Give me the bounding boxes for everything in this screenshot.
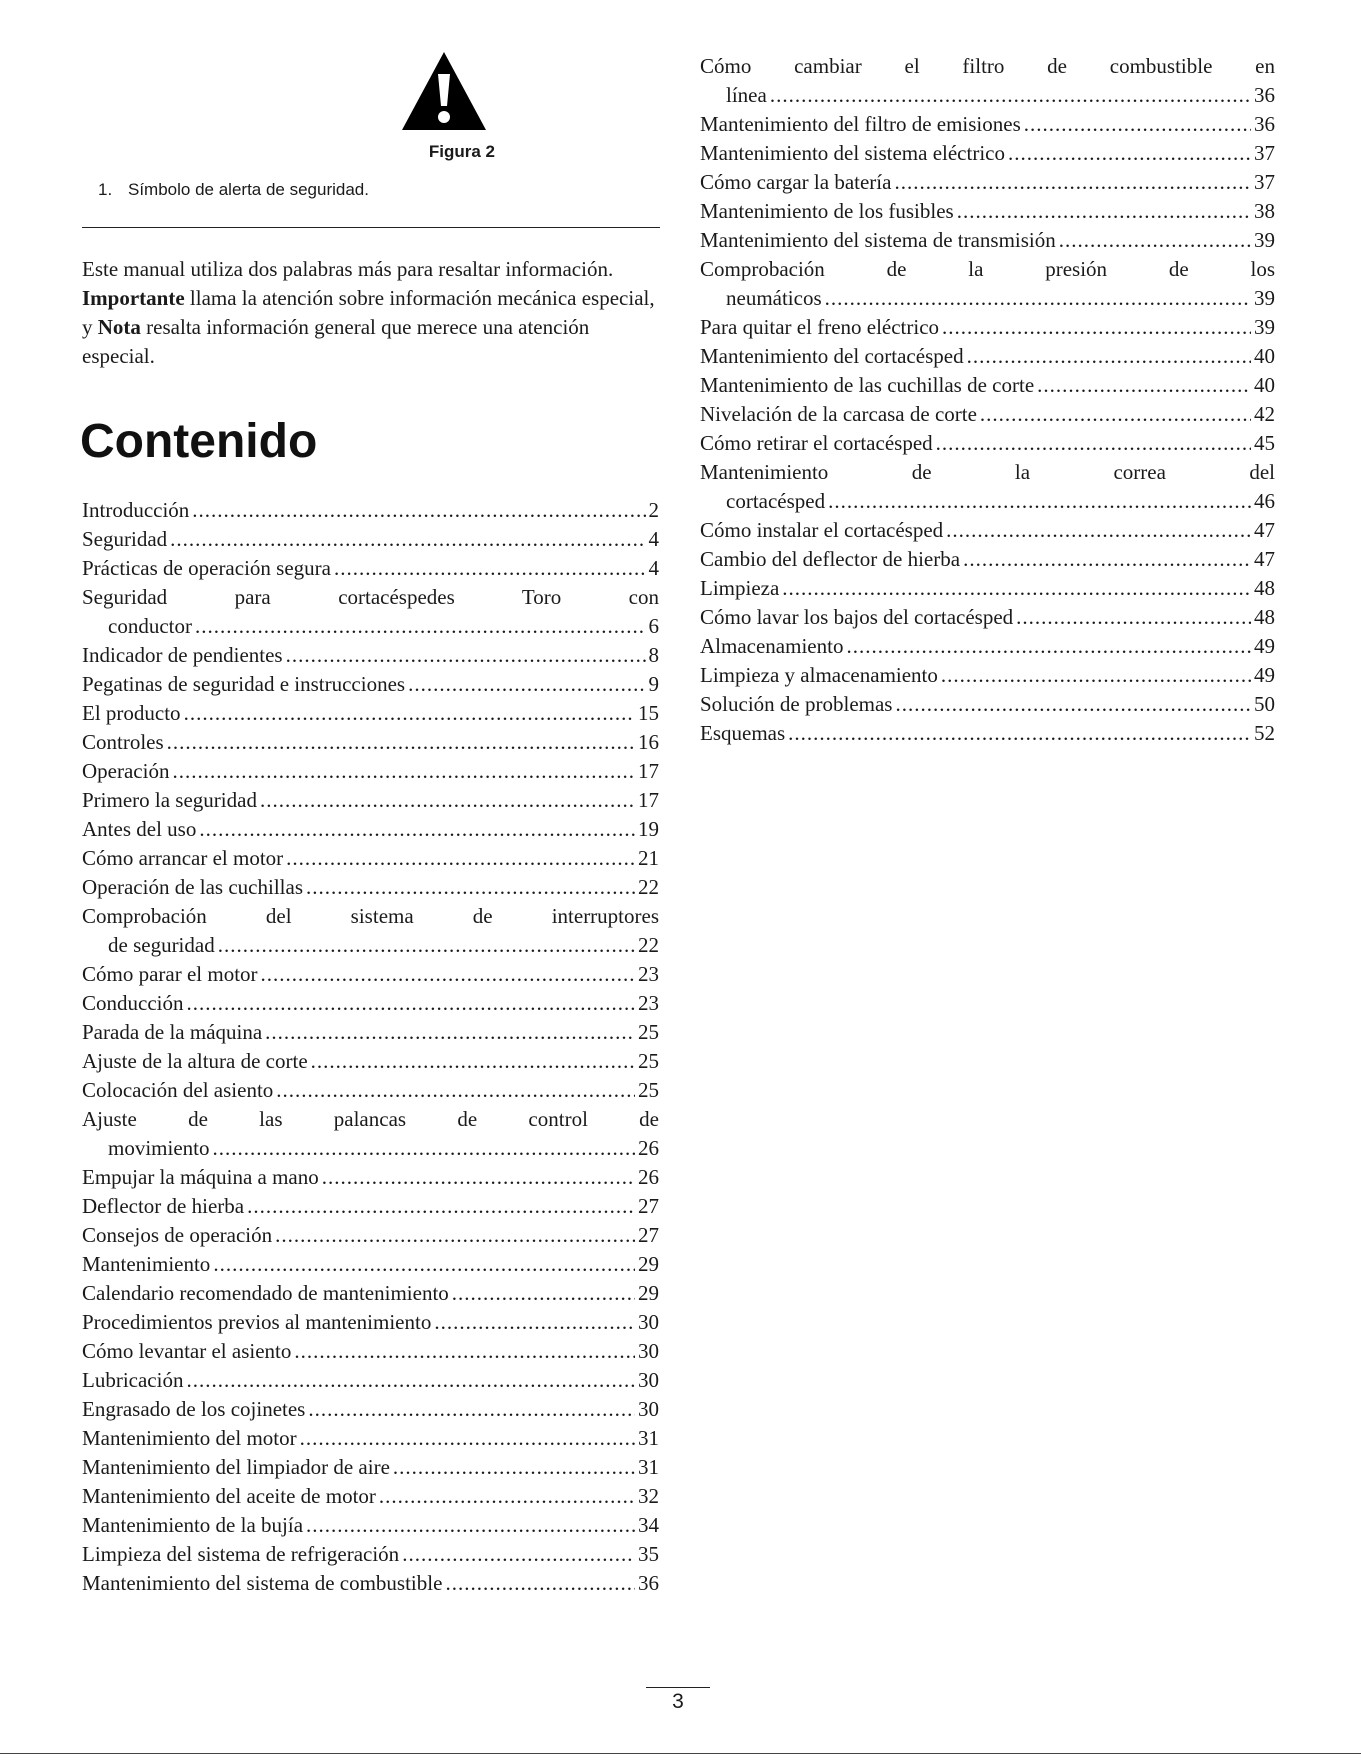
page-bottom-border [0, 1753, 1361, 1754]
toc-entry-page: 30 [638, 1310, 659, 1334]
toc-entry-title: Procedimientos previos al mantenimiento [82, 1310, 432, 1334]
toc-entry[interactable] [700, 197, 1275, 226]
toc-leader-dots [895, 690, 1251, 719]
figure-caption [98, 180, 369, 200]
toc-leader-dots [322, 1163, 635, 1192]
toc-entry-title: Primero la seguridad [82, 788, 257, 812]
toc-leader-dots [967, 342, 1251, 371]
toc-entry-page: 45 [1254, 431, 1275, 455]
toc-entry-title: Cómo instalar el cortacésped [700, 518, 944, 542]
toc-entry[interactable] [82, 1192, 659, 1221]
toc-entry-page: 2 [648, 498, 659, 522]
toc-entry-title: Solución de problemas [700, 692, 893, 716]
toc-entry-title: Engrasado de los cojinetes [82, 1397, 306, 1421]
toc-entry[interactable] [82, 1221, 659, 1250]
toc-entry-title: Introducción [82, 498, 190, 522]
toc-entry-title: Consejos de operación [82, 1223, 273, 1247]
toc-entry-title: Almacenamiento [700, 634, 844, 658]
toc-entry-title: Comprobación de la presión de los [700, 257, 1275, 281]
toc-entry-title: Lubricación [82, 1368, 184, 1392]
toc-entry-title: Nivelación de la carcasa de corte [700, 402, 977, 426]
footer-rule [646, 1687, 710, 1688]
toc-entry[interactable] [700, 110, 1275, 139]
toc-entry-page: 52 [1254, 721, 1275, 745]
toc-leader-dots [300, 1424, 635, 1453]
toc-entry[interactable] [82, 786, 659, 815]
toc-entry-title: Mantenimiento de las cuchillas de corte [700, 373, 1035, 397]
toc-entry-title: Mantenimiento de la bujía [82, 1513, 304, 1537]
toc-entry-title-cont: movimiento [108, 1136, 210, 1160]
toc-leader-dots [828, 487, 1251, 516]
toc-entry-page: 39 [1254, 315, 1275, 339]
toc-entry-page: 37 [1254, 141, 1275, 165]
toc-entry-title-cont: línea [726, 83, 767, 107]
toc-entry[interactable] [700, 400, 1275, 429]
toc-entry[interactable] [82, 1279, 659, 1308]
toc-entry-title: Cómo cambiar el filtro de combustible en [700, 54, 1275, 78]
toc-entry[interactable] [82, 873, 659, 902]
toc-entry-title: Mantenimiento del sistema eléctrico [700, 141, 1005, 165]
toc-leader-dots [825, 284, 1251, 313]
toc-leader-dots [1059, 226, 1251, 255]
toc-entry[interactable] [700, 632, 1275, 661]
toc-entry-title: Antes del uso [82, 817, 197, 841]
toc-leader-dots [788, 719, 1251, 748]
toc-entry-page: 25 [638, 1049, 659, 1073]
toc-entry[interactable] [700, 342, 1275, 371]
toc-entry-title: Mantenimiento del aceite de motor [82, 1484, 376, 1508]
toc-entry-page: 31 [638, 1426, 659, 1450]
toc-right-column [700, 52, 1275, 748]
toc-entry-page: 6 [648, 614, 659, 638]
toc-entry-page: 26 [638, 1136, 659, 1160]
toc-entry[interactable] [82, 1540, 659, 1569]
toc-entry-page: 30 [638, 1339, 659, 1363]
toc-entry-title: Cómo parar el motor [82, 962, 258, 986]
toc-entry-title: Seguridad [82, 527, 168, 551]
toc-entry[interactable] [700, 603, 1275, 632]
toc-entry[interactable] [82, 670, 659, 699]
toc-entry-page: 31 [638, 1455, 659, 1479]
page-number: 3 [672, 1690, 684, 1713]
toc-leader-dots [408, 670, 645, 699]
toc-leader-dots [846, 632, 1251, 661]
toc-leader-dots [186, 989, 635, 1018]
toc-leader-dots [213, 1250, 635, 1279]
toc-entry-page: 21 [638, 846, 659, 870]
toc-entry[interactable] [700, 719, 1275, 748]
toc-entry[interactable] [82, 1453, 659, 1482]
toc-leader-dots [213, 1134, 636, 1163]
toc-leader-dots [260, 786, 635, 815]
toc-leader-dots [782, 574, 1251, 603]
toc-leader-dots [199, 815, 635, 844]
toc-leader-dots [286, 844, 635, 873]
toc-entry-title-cont: cortacésped [726, 489, 826, 513]
toc-entry-title: Conducción [82, 991, 184, 1015]
toc-leader-dots [247, 1192, 635, 1221]
caption-number: 1. [98, 180, 113, 199]
toc-entry[interactable] [82, 583, 659, 641]
toc-entry-title: Cómo retirar el cortacésped [700, 431, 933, 455]
toc-entry[interactable] [700, 690, 1275, 719]
toc-entry-page: 35 [638, 1542, 659, 1566]
toc-entry-page: 23 [638, 962, 659, 986]
toc-entry-page: 22 [638, 875, 659, 899]
toc-leader-dots [402, 1540, 635, 1569]
toc-entry-page: 47 [1254, 547, 1275, 571]
toc-entry-title: Mantenimiento del sistema de combustible [82, 1571, 443, 1595]
toc-entry-page: 22 [638, 933, 659, 957]
toc-entry-page: 32 [638, 1484, 659, 1508]
toc-entry[interactable] [700, 313, 1275, 342]
toc-entry-title: Operación [82, 759, 170, 783]
toc-entry-title: Cambio del deflector de hierba [700, 547, 961, 571]
toc-entry-title: Mantenimiento [82, 1252, 211, 1276]
toc-entry-title: Empujar la máquina a mano [82, 1165, 319, 1189]
toc-entry[interactable] [82, 1366, 659, 1395]
toc-entry-title: Colocación del asiento [82, 1078, 274, 1102]
toc-entry[interactable] [700, 371, 1275, 400]
toc-entry-page: 30 [638, 1397, 659, 1421]
toc-entry-page: 15 [638, 701, 659, 725]
toc-leader-dots [980, 400, 1251, 429]
toc-leader-dots [1037, 371, 1251, 400]
toc-entry-title: Mantenimiento del limpiador de aire [82, 1455, 390, 1479]
toc-entry-page: 9 [648, 672, 659, 696]
intro-text-2: llama la atención sobre información mecánica especial, y [82, 286, 655, 339]
toc-entry[interactable] [82, 1424, 659, 1453]
toc-entry-title-cont: de seguridad [108, 933, 215, 957]
toc-entry-title: Ajuste de la altura de corte [82, 1049, 308, 1073]
toc-leader-dots [192, 496, 645, 525]
toc-leader-dots [308, 1395, 635, 1424]
toc-entry-title: Prácticas de operación segura [82, 556, 331, 580]
toc-entry[interactable] [700, 139, 1275, 168]
toc-entry-page: 25 [638, 1020, 659, 1044]
toc-leader-dots [946, 516, 1251, 545]
toc-entry[interactable] [700, 545, 1275, 574]
toc-entry[interactable] [82, 641, 659, 670]
toc-entry-title: El producto [82, 701, 181, 725]
toc-leader-dots [941, 661, 1251, 690]
toc-entry[interactable] [82, 1395, 659, 1424]
intro-paragraph [82, 255, 662, 371]
toc-entry-page: 37 [1254, 170, 1275, 194]
toc-entry[interactable] [700, 168, 1275, 197]
figure-label: Figura 2 [428, 142, 495, 161]
toc-entry[interactable] [82, 554, 659, 583]
toc-entry-page: 27 [638, 1223, 659, 1247]
toc-entry-title: Deflector de hierba [82, 1194, 245, 1218]
toc-entry-page: 34 [638, 1513, 659, 1537]
toc-entry-page: 29 [638, 1281, 659, 1305]
intro-bold-importante: Importante [82, 286, 185, 310]
caption-text: Símbolo de alerta de seguridad. [128, 180, 369, 199]
toc-entry-title: Cómo lavar los bajos del cortacésped [700, 605, 1014, 629]
toc-entry[interactable] [82, 1105, 659, 1163]
toc-leader-dots [218, 931, 635, 960]
toc-entry[interactable] [82, 1337, 659, 1366]
toc-entry[interactable] [82, 1163, 659, 1192]
toc-entry-title: Controles [82, 730, 164, 754]
toc-entry[interactable] [82, 844, 659, 873]
toc-entry-page: 38 [1254, 199, 1275, 223]
toc-entry-page: 8 [648, 643, 659, 667]
toc-entry[interactable] [82, 902, 659, 960]
toc-entry[interactable] [700, 458, 1275, 516]
toc-entry-page: 26 [638, 1165, 659, 1189]
toc-leader-dots [261, 960, 635, 989]
toc-entry[interactable] [82, 525, 659, 554]
toc-leader-dots [184, 699, 635, 728]
toc-entry-title: Mantenimiento del motor [82, 1426, 297, 1450]
toc-entry-title: Seguridad para cortacéspedes Toro con [82, 585, 659, 609]
toc-entry[interactable] [82, 1018, 659, 1047]
toc-entry-title: Mantenimiento del sistema de transmisión [700, 228, 1056, 252]
toc-leader-dots [294, 1337, 635, 1366]
toc-entry[interactable] [82, 1076, 659, 1105]
toc-entry[interactable] [700, 661, 1275, 690]
toc-entry-page: 36 [638, 1571, 659, 1595]
toc-entry-page: 40 [1254, 373, 1275, 397]
toc-entry-page: 46 [1254, 489, 1275, 513]
intro-text-1: Este manual utiliza dos palabras más para resaltar información. [82, 257, 614, 281]
toc-leader-dots [379, 1482, 635, 1511]
warning-triangle-icon [400, 50, 488, 132]
toc-entry[interactable] [700, 516, 1275, 545]
toc-entry-page: 4 [648, 527, 659, 551]
toc-left-column [82, 496, 659, 1598]
toc-entry-title: Comprobación del sistema de interruptores [82, 904, 659, 928]
toc-leader-dots [1008, 139, 1251, 168]
contents-heading: Contenido [80, 415, 318, 468]
toc-entry[interactable] [82, 1511, 659, 1540]
toc-entry[interactable] [82, 1482, 659, 1511]
toc-entry-page: 16 [638, 730, 659, 754]
toc-entry-page: 49 [1254, 634, 1275, 658]
toc-entry[interactable] [82, 1308, 659, 1337]
toc-leader-dots [167, 728, 635, 757]
toc-leader-dots [172, 757, 635, 786]
toc-entry-title: Indicador de pendientes [82, 643, 283, 667]
toc-leader-dots [195, 612, 646, 641]
toc-leader-dots [311, 1047, 635, 1076]
toc-entry-title: Ajuste de las palancas de control de [82, 1107, 659, 1131]
toc-leader-dots [936, 429, 1251, 458]
toc-leader-dots [306, 873, 635, 902]
toc-leader-dots [963, 545, 1251, 574]
intro-text-3: resalta información general que merece una atención especial. [82, 315, 590, 368]
toc-leader-dots [275, 1221, 635, 1250]
toc-entry[interactable] [82, 815, 659, 844]
toc-leader-dots [393, 1453, 635, 1482]
toc-entry-page: 39 [1254, 228, 1275, 252]
toc-leader-dots [170, 525, 645, 554]
toc-leader-dots [452, 1279, 635, 1308]
toc-entry-page: 47 [1254, 518, 1275, 542]
toc-leader-dots [942, 313, 1251, 342]
toc-entry-title-cont: conductor [108, 614, 192, 638]
toc-entry-page: 29 [638, 1252, 659, 1276]
toc-leader-dots [1024, 110, 1251, 139]
toc-entry[interactable] [82, 960, 659, 989]
toc-entry-title: Para quitar el freno eléctrico [700, 315, 940, 339]
toc-entry[interactable] [82, 1250, 659, 1279]
toc-entry[interactable] [82, 1569, 659, 1598]
toc-leader-dots [894, 168, 1251, 197]
toc-entry-page: 39 [1254, 286, 1275, 310]
toc-entry[interactable] [700, 255, 1275, 313]
toc-entry-title: Cómo arrancar el motor [82, 846, 284, 870]
toc-entry-page: 36 [1254, 112, 1275, 136]
toc-leader-dots [186, 1366, 635, 1395]
toc-entry[interactable] [82, 728, 659, 757]
toc-entry-title: Operación de las cuchillas [82, 875, 303, 899]
toc-leader-dots [770, 81, 1251, 110]
toc-entry-title: Limpieza [700, 576, 780, 600]
toc-entry-page: 36 [1254, 83, 1275, 107]
toc-entry-title: Esquemas [700, 721, 786, 745]
toc-entry-title: Mantenimiento del cortacésped [700, 344, 964, 368]
toc-entry-title: Calendario recomendado de mantenimiento [82, 1281, 449, 1305]
toc-entry-title: Parada de la máquina [82, 1020, 263, 1044]
toc-entry-title: Limpieza del sistema de refrigeración [82, 1542, 400, 1566]
toc-entry[interactable] [82, 699, 659, 728]
toc-entry-page: 42 [1254, 402, 1275, 426]
toc-entry[interactable] [82, 757, 659, 786]
toc-entry-page: 17 [638, 759, 659, 783]
toc-entry-title: Cómo cargar la batería [700, 170, 892, 194]
toc-leader-dots [445, 1569, 635, 1598]
toc-leader-dots [434, 1308, 635, 1337]
intro-bold-nota: Nota [97, 315, 141, 339]
toc-entry-title-cont: neumáticos [726, 286, 822, 310]
toc-entry-page: 48 [1254, 605, 1275, 629]
toc-entry-page: 40 [1254, 344, 1275, 368]
toc-entry-page: 30 [638, 1368, 659, 1392]
toc-entry-title: Mantenimiento de los fusibles [700, 199, 954, 223]
toc-entry-page: 25 [638, 1078, 659, 1102]
toc-entry-title: Mantenimiento del filtro de emisiones [700, 112, 1021, 136]
toc-entry[interactable] [700, 52, 1275, 110]
toc-entry[interactable] [700, 429, 1275, 458]
toc-entry-page: 4 [648, 556, 659, 580]
toc-entry[interactable] [82, 496, 659, 525]
toc-entry-title: Pegatinas de seguridad e instrucciones [82, 672, 406, 696]
toc-entry-page: 27 [638, 1194, 659, 1218]
toc-entry-page: 49 [1254, 663, 1275, 687]
toc-entry-page: 23 [638, 991, 659, 1015]
toc-leader-dots [265, 1018, 635, 1047]
toc-entry-title: Cómo levantar el asiento [82, 1339, 292, 1363]
toc-entry[interactable] [82, 1047, 659, 1076]
toc-entry[interactable] [82, 989, 659, 1018]
toc-entry-page: 17 [638, 788, 659, 812]
toc-entry[interactable] [700, 574, 1275, 603]
section-divider [82, 227, 660, 228]
toc-leader-dots [1016, 603, 1251, 632]
toc-leader-dots [334, 554, 646, 583]
toc-entry-page: 48 [1254, 576, 1275, 600]
toc-leader-dots [276, 1076, 635, 1105]
toc-leader-dots [286, 641, 646, 670]
toc-entry-page: 19 [638, 817, 659, 841]
toc-entry-title: Limpieza y almacenamiento [700, 663, 938, 687]
toc-entry-title: Mantenimiento de la correa del [700, 460, 1275, 484]
toc-leader-dots [957, 197, 1251, 226]
toc-entry-page: 50 [1254, 692, 1275, 716]
toc-entry[interactable] [700, 226, 1275, 255]
toc-leader-dots [306, 1511, 635, 1540]
